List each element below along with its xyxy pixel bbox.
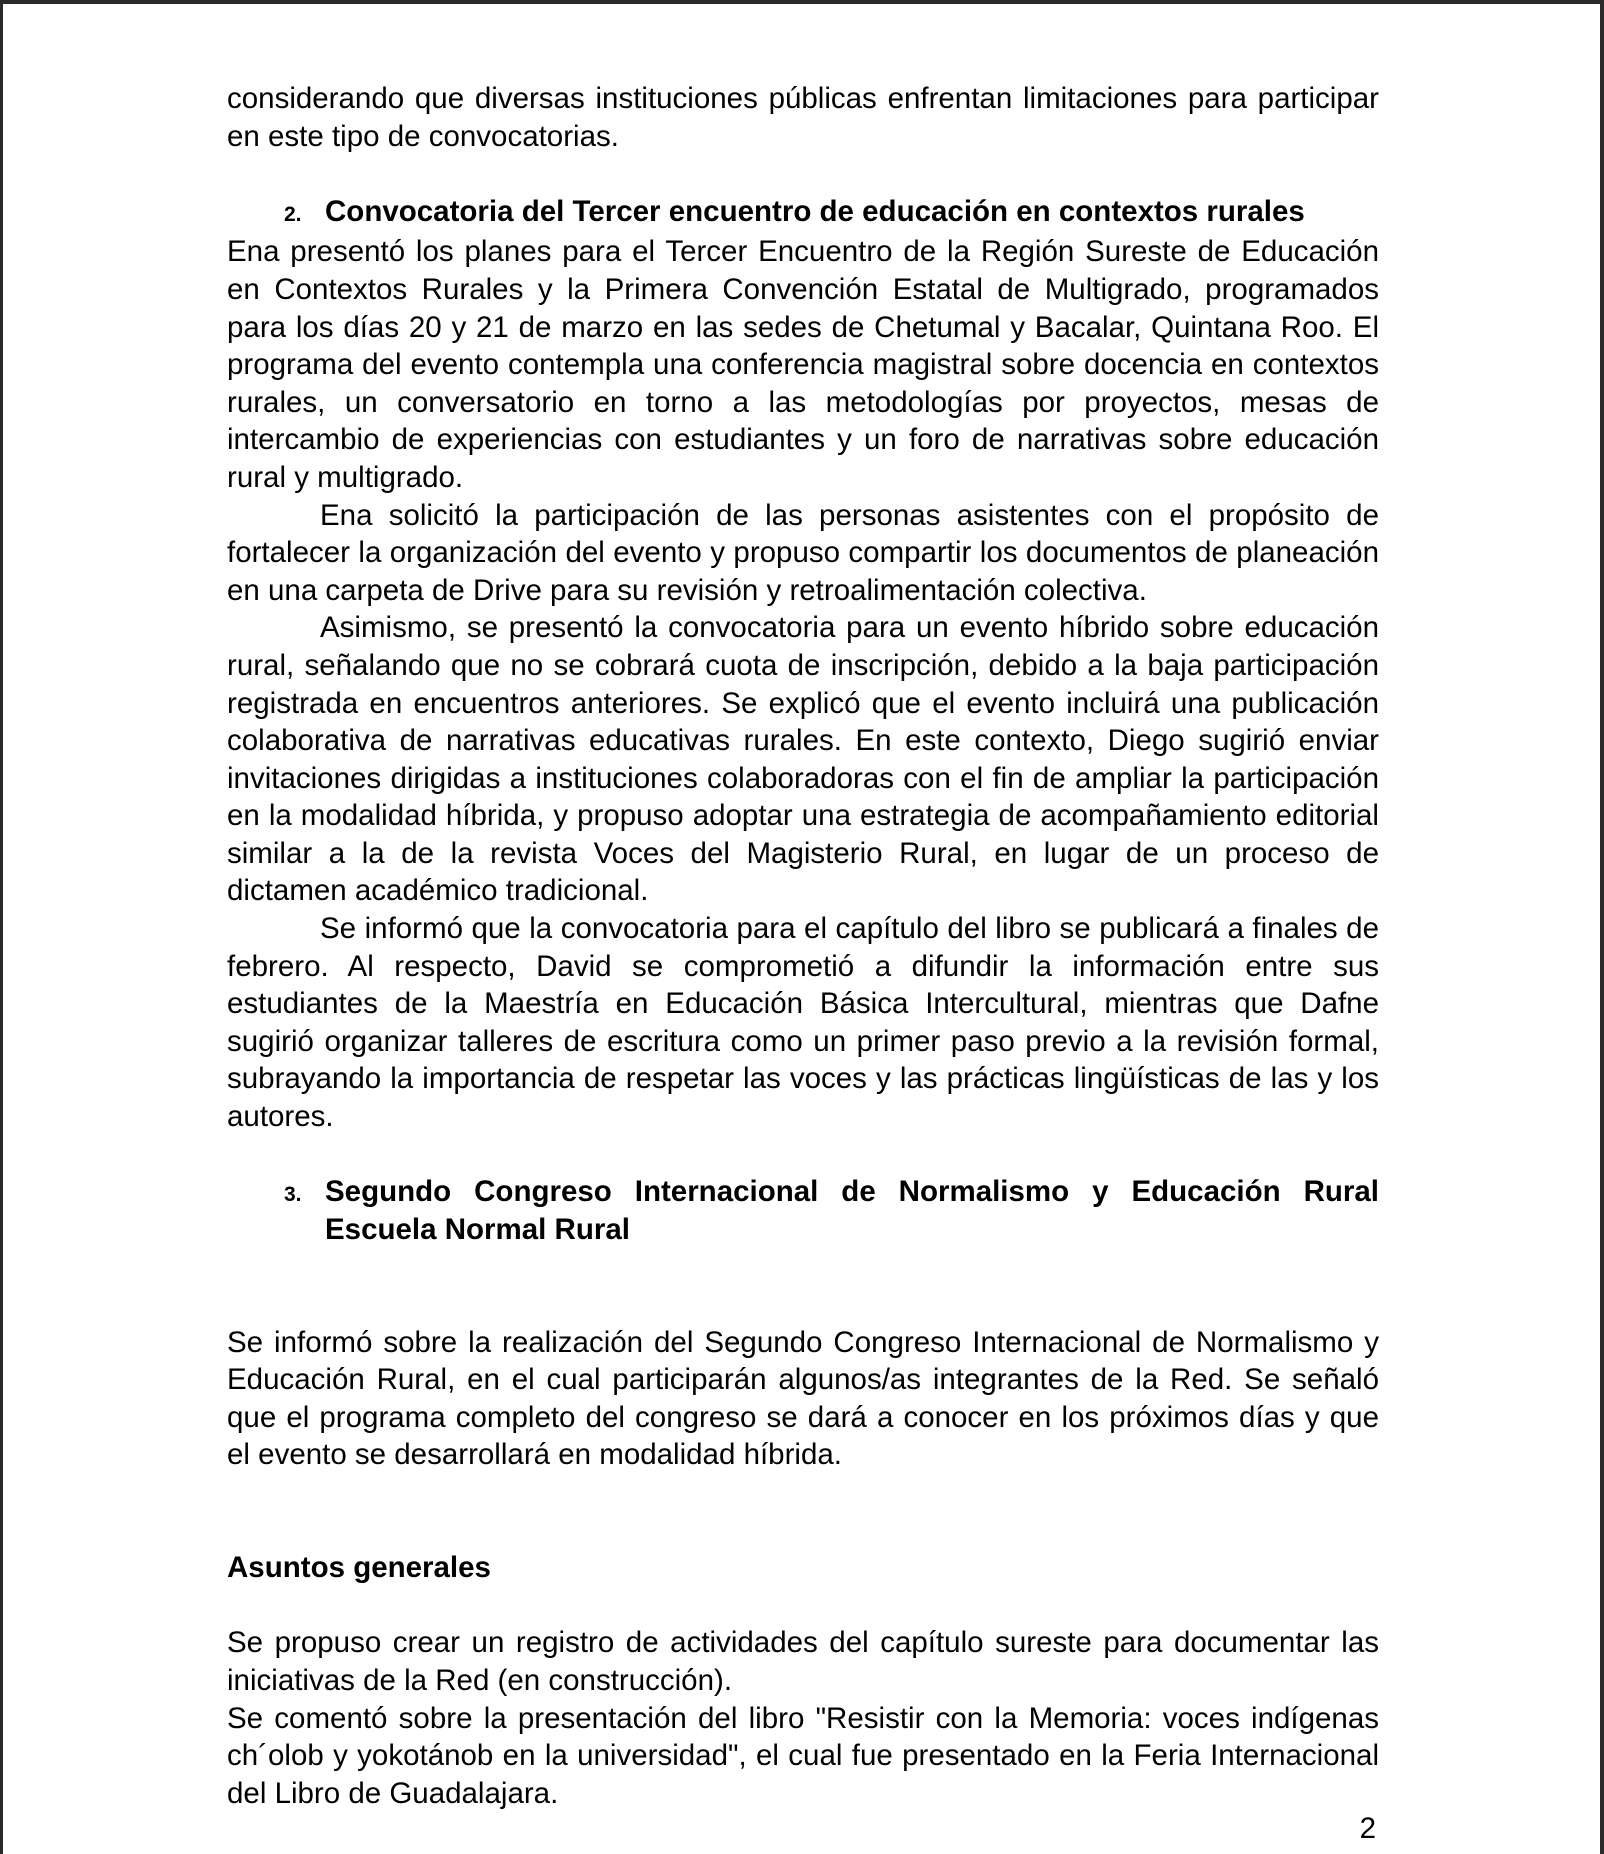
line-gap: [227, 1512, 1379, 1550]
line-gap: [227, 1136, 1379, 1174]
asuntos-paragraph-1: Se propuso crear un registro de actividades del capítulo sureste para documentar las iniciativas de la Red (en construcción).: [227, 1626, 1379, 1697]
asuntos-generales-heading: Asuntos generales: [227, 1551, 491, 1585]
section-3-title-line-2: Escuela Normal Rural: [325, 1212, 630, 1246]
section-3-paragraph-1: Se informó sobre la realización del Segundo Congreso Internacional de Normalismo y Educación Rural, en el cual participarán algunos/as integrantes de la Red. Se señaló que el programa completo del congreso se dará a conocer en los próximos días y que el evento se desarrollará en modalidad híbrida.: [227, 1325, 1379, 1472]
section-3-title: [325, 1173, 1379, 1248]
section-2-paragraph-1: Ena presentó los planes para el Tercer Encuentro de la Región Sureste de Educación en Contextos Rurales y la Primera Convención Estatal de Multigrado, programados para los días 20 y 21 de marzo en las sedes de Chetumal y Bacalar, Quintana Roo. El programa del evento contempla una conferencia magistral sobre docencia en contextos rurales, un conversatorio en torno a las metodologías por proyectos, mesas de intercambio de experiencias con estudiantes y un foro de narrativas sobre educación rural y multigrado.: [227, 235, 1379, 494]
section-2-paragraph-3: Asimismo, se presentó la convocatoria para un evento híbrido sobre educación rural, señalando que no se cobrará cuota de inscripción, debido a la baja participación registrada en encuentros anteriores. Se explicó que el evento incluirá una publicación colaborativa de narrativas educativas rurales. En este contexto, Diego sugirió enviar invitaciones dirigidas a instituciones colaboradoras con el fin de ampliar la participación en la modalidad híbrida, y propuso adoptar una estrategia de acompañamiento editorial similar a la de la revista Voces del Magisterio Rural, en lugar de un proceso de dictamen académico tradicional.: [227, 611, 1379, 908]
section-3-number: 3.: [284, 1183, 302, 1207]
asuntos-paragraph-2: Se comentó sobre la presentación del libro "Resistir con la Memoria: voces indígenas ch´olob y yokotánob en la universidad", el cual fue presentado en la Feria Internacional del Libro de Guadalajara.: [227, 1701, 1379, 1810]
line-gap: [227, 1248, 1379, 1286]
line-gap: [227, 155, 1379, 193]
section-2-heading: [227, 193, 1379, 234]
page-number: 2: [1359, 1812, 1376, 1845]
section-3-title-line-1: Segundo Congreso Internacional de Normalismo y Educación Rural: [325, 1175, 1379, 1209]
document-body: [227, 4, 1379, 1812]
line-gap: [227, 1474, 1379, 1512]
section-2-number: 2.: [284, 202, 302, 226]
section-2-title: Convocatoria del Tercer encuentro de educación en contextos rurales: [325, 194, 1305, 228]
section-2-paragraph-2: Ena solicitó la participación de las personas asistentes con el propósito de fortalecer la organización del evento y propuso compartir los documentos de planeación en una carpeta de Drive para su revisión y retroalimentación colectiva.: [227, 498, 1379, 607]
section-3-heading: [227, 1173, 1379, 1248]
line-gap: [227, 1587, 1379, 1625]
intro-paragraph: considerando que diversas instituciones públicas enfrentan limitaciones para participar en este tipo de convocatorias.: [227, 82, 1379, 153]
section-2-paragraph-4: Se informó que la convocatoria para el capítulo del libro se publicará a finales de febrero. Al respecto, David se comprometió a difundir la información entre sus estudiantes de la Maestría en Educación Básica Intercultural, mientras que Dafne sugirió organizar talleres de escritura como un primer paso previo a la revisión formal, subrayando la importancia de respetar las voces y las prácticas lingüísticas de las y los autores.: [227, 912, 1379, 1134]
line-gap: [227, 1286, 1379, 1324]
